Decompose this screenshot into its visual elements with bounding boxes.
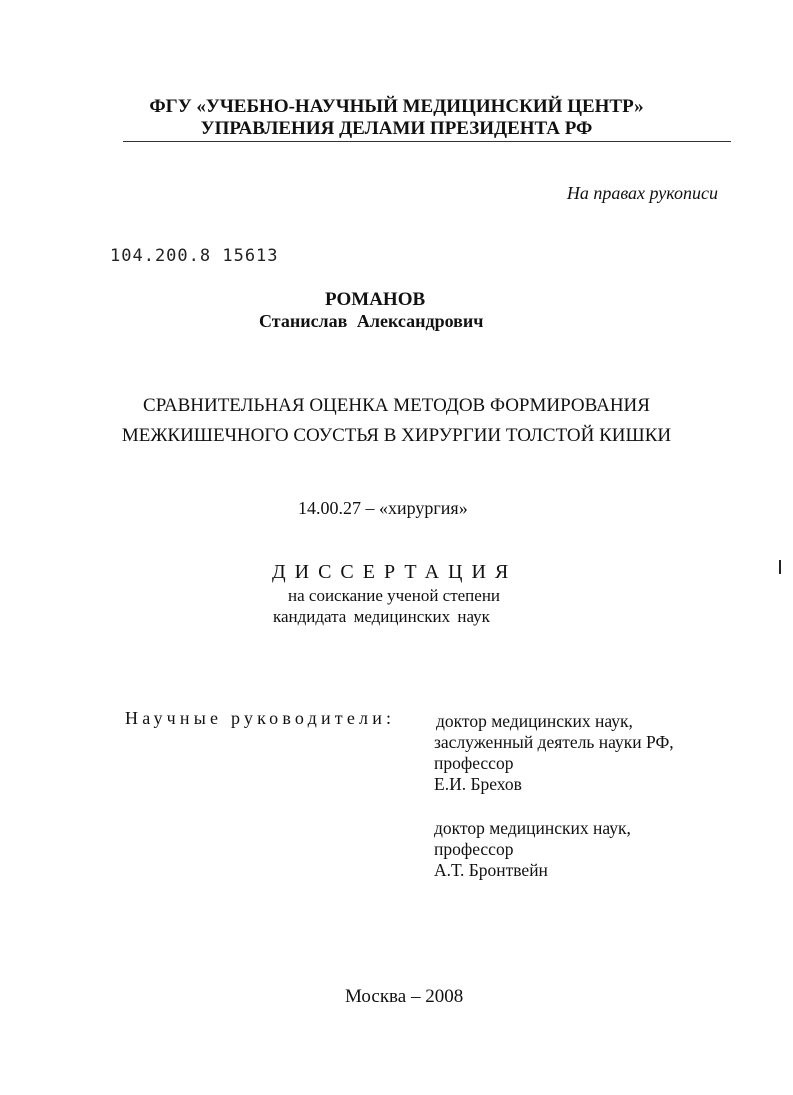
header-divider [123, 141, 731, 142]
supervisor-2-name: А.Т. Бронтвейн [434, 860, 548, 880]
institution-line-1: ФГУ «УЧЕБНО-НАУЧНЫЙ МЕДИЦИНСКИЙ ЦЕНТР» [149, 96, 644, 117]
institution-line-2: УПРАВЛЕНИЯ ДЕЛАМИ ПРЕЗИДЕНТА РФ [200, 118, 593, 139]
place-and-year: Москва – 2008 [345, 986, 464, 1007]
degree-line-1: на соискание ученой степени [288, 586, 501, 605]
specialty-code: 14.00.27 – «хирургия» [298, 498, 468, 518]
supervisors-label: Научные руководители: [125, 708, 396, 728]
work-genre: ДИССЕРТАЦИЯ [272, 561, 518, 583]
supervisor-2-degree: доктор медицинских наук, [434, 818, 631, 838]
rights-note: На правах рукописи [566, 183, 718, 203]
dissertation-title-line-1: СРАВНИТЕЛЬНАЯ ОЦЕНКА МЕТОДОВ ФОРМИРОВАНИЯ [143, 395, 650, 416]
supervisor-1-degree: доктор медицинских наук, [436, 711, 633, 731]
supervisor-1-title: профессор [434, 753, 514, 773]
supervisor-2-title: профессор [434, 839, 514, 859]
author-given-names: Станислав Александрович [259, 311, 484, 331]
supervisor-1-honor: заслуженный деятель науки РФ, [434, 732, 674, 752]
degree-line-2: кандидата медицинских наук [273, 607, 490, 626]
author-surname: РОМАНОВ [325, 289, 426, 310]
scan-mark [779, 560, 781, 574]
dissertation-title-line-2: МЕЖКИШЕЧНОГО СОУСТЬЯ В ХИРУРГИИ ТОЛСТОЙ КИШКИ [121, 425, 672, 446]
stamp-number: 104.200.8 15613 [110, 246, 279, 266]
supervisor-1-name: Е.И. Брехов [434, 774, 522, 794]
